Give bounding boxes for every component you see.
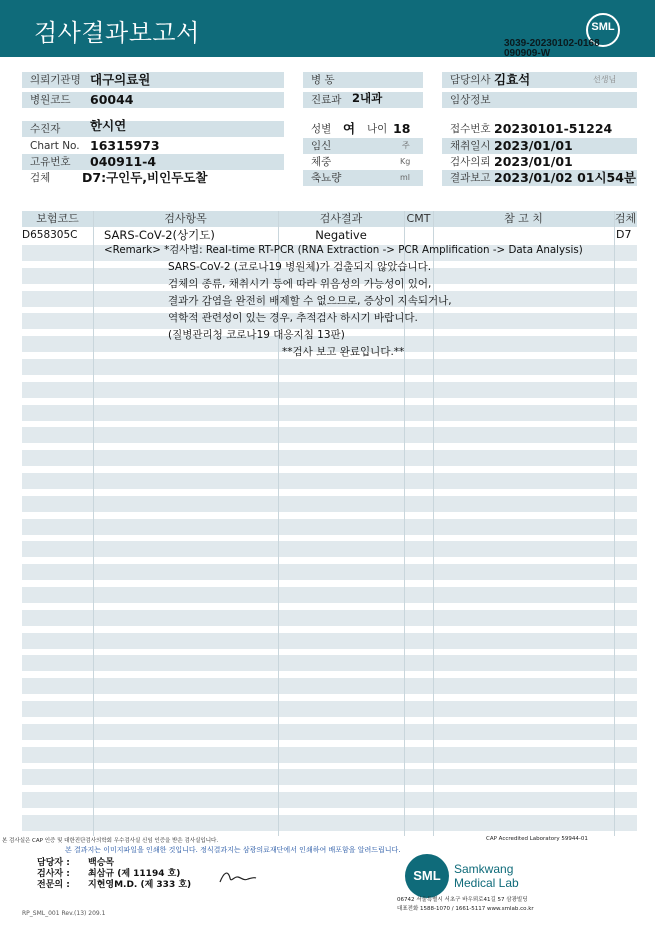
doctor-value: 김효석 [494,72,531,87]
lab-address: 06742 서울특별시 서초구 바우뫼로41길 57 삼광빌딩 [397,897,528,903]
header-insurance-code: 보험코드 [36,212,79,225]
unique-no-label: 고유번호 [22,154,284,170]
signature-value: 백승목 [88,858,115,868]
table-stripe [22,496,637,512]
department-value: 2내과 [352,91,383,105]
chart-no-label: Chart No. [30,140,80,152]
accreditation-fine-print: 본 검사실은 CAP 인증 및 대한진단검사의학회 우수검사실 신임 인증을 받은 검사실입니다. [2,838,219,844]
table-stripe [22,564,637,580]
lab-phone: 대표전화 1588-1070 / 1661-5117 www.smlab.co.kr [397,906,534,912]
doctor-suffix: 선생님 [593,75,617,84]
receipt-no-value: 20230101-51224 [494,121,613,136]
table-stripe [22,724,637,740]
sex-label: 성별 [311,123,332,135]
table-stripe [22,359,637,375]
header-specimen: 검체 [614,212,637,225]
patient-label: 수진자 [22,121,284,137]
receipt-no-label: 접수번호 [450,123,491,135]
column-divider [614,211,615,836]
requested-value: 2023/01/01 [494,154,573,169]
page-title: 검사결과보고서 [34,19,200,47]
handwritten-signature-icon [218,868,258,886]
completion-note: **검사 보고 완료입니다.** [282,346,405,358]
header-reference: 참 고 치 [504,212,543,225]
remark-method: <Remark> *검사법: Real-time RT-PCR (RNA Extraction -> PCR Amplification -> Data Analysis) [104,244,583,256]
hospital-code-label: 병원코드 [22,92,284,108]
document-id-suffix: 090909-W [504,48,551,59]
requesting-org-value: 대구의료원 [90,72,151,87]
row-item: SARS-CoV-2(상기도) [104,228,215,242]
urine-label: 축뇨량 [303,170,423,186]
row-code: D658305C [22,229,78,241]
reported-value: 2023/01/02 01시54분 [494,170,637,185]
table-stripe [22,747,637,763]
remark-line: 결과가 감염을 완전히 배제할 수 없으므로, 증상이 지속되거나, [168,295,452,307]
revision-code: RP_SML_001 Rev.(13) 209.1 [22,910,106,917]
table-stripe [22,610,637,626]
pregnancy-label: 임신 [303,138,423,154]
hospital-code-value: 60044 [90,92,134,107]
table-stripe [22,792,637,808]
table-stripe [22,633,637,649]
department-label: 진료과 [303,92,423,108]
requesting-org-label: 의뢰기관명 [22,72,284,88]
unique-no-value: 040911-4 [90,154,157,169]
header-test-item: 검사항목 [164,212,207,225]
signature-label: 전문의 : [37,880,70,890]
table-stripe [22,541,637,557]
collected-value: 2023/01/01 [494,138,573,153]
urine-unit: ml [400,173,411,182]
signature-value: 지현영M.D. (제 333 호) [88,880,192,890]
sex-value: 여 [343,121,356,136]
document-id: 3039-20230102-0168 [504,38,600,49]
ward-label: 병 동 [303,72,423,88]
table-stripe [22,655,637,671]
patient-value: 한시연 [90,118,127,133]
collected-label: 채취일시 [442,138,637,154]
weight-label: 체중 [311,156,332,168]
age-value: 18 [393,121,411,136]
table-stripe [22,519,637,535]
remark-line: 역학적 관련성이 있는 경우, 추적검사 하시기 바랍니다. [168,312,418,324]
table-stripe [22,473,637,489]
specimen-label: 검체 [30,172,51,184]
table-stripe [22,815,637,831]
lab-name: Samkwang [454,862,514,876]
cap-accreditation: CAP Accredited Laboratory 59944-01 [486,836,588,842]
table-stripe [22,427,637,443]
requested-label: 검사의뢰 [450,156,491,168]
remark-line: (질병관리청 코로나19 대응지침 13판) [168,329,345,341]
lab-name-sub: Medical Lab [454,876,519,890]
reported-label: 결과보고 [442,170,637,186]
signature-label: 검사자 : [37,869,70,879]
table-stripe [22,587,637,603]
table-stripe [22,678,637,694]
row-result: Negative [315,228,367,242]
weight-unit: Kg [400,157,411,166]
header-cmt: CMT [406,212,431,225]
table-stripe [22,701,637,717]
remark-line: SARS-CoV-2 (코로나19 병원체)가 검출되지 않았습니다. [168,261,432,273]
signature-value: 최삼규 (제 11194 호) [88,869,181,879]
table-stripe [22,382,637,398]
printout-notice: 본 결과지는 이미지파일을 인쇄한 것입니다. 정식결과지는 삼광의료재단에서 인쇄하여 배포함을 알려드립니다. [65,846,401,854]
pregnancy-unit: 주 [402,141,410,150]
table-stripe [22,450,637,466]
doctor-label: 담당의사 [442,72,637,88]
header-test-result: 검사결과 [319,212,363,225]
column-divider [93,211,94,836]
row-specimen: D7 [616,228,632,241]
remark-line: 검체의 종류, 채취시기 등에 따라 위음성의 가능성이 있어, [168,278,432,290]
age-label: 나이 [367,123,388,135]
clinical-info-label: 임상정보 [442,92,637,108]
specimen-value: D7:구인두,비인두도찰 [82,170,208,185]
signature-label: 담당자 : [37,858,70,868]
logo-text: SML [591,21,615,33]
table-stripe [22,769,637,785]
lab-logo-text: SML [413,868,441,883]
chart-no-value: 16315973 [90,138,160,153]
table-stripe [22,405,637,421]
